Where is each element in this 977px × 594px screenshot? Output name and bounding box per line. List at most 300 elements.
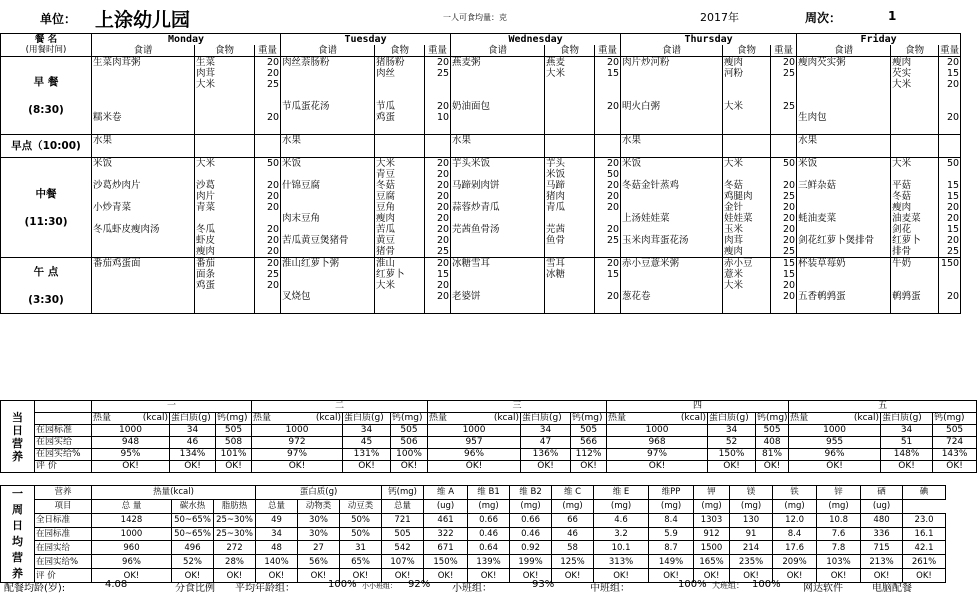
menu-cell-21-4-1: 鹌鹑蛋 — [891, 291, 939, 302]
menu-cell-5-3-1 — [723, 112, 771, 123]
weekly-val-0-11: 4.6 — [594, 513, 649, 527]
menu-cell-1-1-0 — [281, 68, 375, 79]
footer-bar — [0, 578, 950, 594]
menu-cell-14-1-2: 20 — [425, 213, 451, 224]
menu-cell-20-0-2: 20 — [255, 280, 281, 291]
menu-cell-0-2-1: 燕麦 — [545, 57, 595, 69]
weekly-val-4-9: OK! — [510, 569, 552, 583]
weekly-val-2-2: 272 — [214, 541, 256, 555]
menu-cell-11-0-1: 沙葛 — [195, 180, 255, 191]
daily-val-0-1-1: 34 — [343, 425, 391, 437]
menu-cell-1-2-0 — [451, 68, 545, 79]
weekly-val-0-0: 1428 — [92, 513, 172, 527]
menu-cell-2-3-0 — [621, 79, 723, 90]
menu-cell-5-0-0: 糯米卷 — [92, 112, 195, 123]
weekly-val-4-6: OK! — [382, 569, 424, 583]
menu-cell-0-3-0: 肉片炒河粉 — [621, 57, 723, 69]
menu-cell-8-1-0 — [281, 146, 375, 158]
menu-cell-12-3-2: 25 — [771, 191, 797, 202]
menu-cell-5-1-2: 10 — [425, 112, 451, 123]
weekly-val-1-15: 8.4 — [773, 527, 817, 541]
menu-cell-7-1-2 — [425, 135, 451, 147]
weekly-subhead-11: (mg) — [552, 499, 594, 513]
menu-cell-22-0-1 — [195, 302, 255, 314]
weekly-val-2-8: 0.64 — [468, 541, 510, 555]
weekly-val-2-1: 496 — [172, 541, 214, 555]
menu-cell-2-3-1 — [723, 79, 771, 90]
menu-cell-15-0-1: 冬瓜 — [195, 224, 255, 235]
menu-cell-12-0-2: 20 — [255, 191, 281, 202]
menu-cell-4-2-1 — [545, 101, 595, 112]
daily-val-2-0-2: 101% — [216, 449, 252, 461]
small-label: 小小班组： — [362, 582, 397, 590]
menu-cell-13-1-2: 20 — [425, 202, 451, 213]
menu-cell-9-0-2: 50 — [255, 158, 281, 170]
menu-cell-14-2-0 — [451, 213, 545, 224]
weekly-val-4-7: OK! — [424, 569, 468, 583]
menu-cell-12-2-1: 猪肉 — [545, 191, 595, 202]
daily-val-3-1-2: OK! — [391, 461, 428, 473]
weekly-val-4-2: OK! — [214, 569, 256, 583]
menu-cell-14-3-2: 20 — [771, 213, 797, 224]
menu-cell-8-4-0 — [797, 146, 891, 158]
daily-val-0-2-2: 505 — [571, 425, 607, 437]
weekly-val-2-17: 715 — [861, 541, 903, 555]
weekly-head-9: 维 B2 — [510, 486, 552, 500]
menu-cell-1-4-2: 15 — [939, 68, 961, 79]
menu-cell-18-3-2: 15 — [771, 258, 797, 270]
kcal-head: 热量 — [153, 487, 171, 498]
menu-cell-19-2-1: 冰糖 — [545, 269, 595, 280]
menu-cell-5-4-0: 生肉包 — [797, 112, 891, 123]
kcal-head: 热量 — [429, 413, 448, 423]
weekly-row-label-1: 在园标准 — [35, 527, 92, 541]
menu-cell-20-3-0 — [621, 280, 723, 291]
daily-blank — [35, 401, 92, 413]
daily-val-1-3-0: 968 — [607, 437, 708, 449]
mid-value: 100% — [678, 579, 707, 590]
kcal-unit: (kcal) — [853, 413, 880, 423]
menu-cell-15-0-0: 冬瓜虾皮瘦肉汤 — [92, 224, 195, 235]
menu-cell-18-3-1: 赤小豆 — [723, 258, 771, 270]
meal-label-snack-0: 早点（10:00) — [11, 140, 81, 152]
menu-cell-21-3-1 — [723, 291, 771, 302]
menu-cell-2-0-1: 大米 — [195, 79, 255, 90]
menu-cell-22-4-2 — [939, 302, 961, 314]
weekly-subhead-0: 项目 — [35, 499, 92, 513]
menu-cell-11-1-2: 20 — [425, 180, 451, 191]
menu-cell-12-3-1: 鸡腿肉 — [723, 191, 771, 202]
menu-cell-16-2-1: 鱼骨 — [545, 235, 595, 246]
menu-cell-15-1-2: 20 — [425, 224, 451, 235]
weekly-val-2-10: 58 — [552, 541, 594, 555]
menu-cell-3-2-2 — [595, 90, 621, 101]
daily-kcal-head-3 — [607, 413, 708, 425]
menu-cell-6-0-0 — [92, 123, 195, 135]
menu-cell-0-2-2: 20 — [595, 57, 621, 69]
weekly-val-1-2: 25~30% — [214, 527, 256, 541]
weekly-val-4-5: OK! — [340, 569, 382, 583]
menu-cell-7-0-2 — [255, 135, 281, 147]
menu-cell-2-1-1 — [375, 79, 425, 90]
menu-cell-16-3-0: 玉米肉茸蛋花汤 — [621, 235, 723, 246]
kcal-unit: (kcal) — [170, 487, 194, 498]
menu-cell-20-0-1: 鸡蛋 — [195, 280, 255, 291]
weekly-label-char: 一 — [12, 487, 23, 500]
weekly-head-16: 锌 — [817, 486, 861, 500]
menu-cell-20-4-2 — [939, 280, 961, 291]
menu-cell-6-3-1 — [723, 123, 771, 135]
daily-kcal-head-2 — [428, 413, 521, 425]
weekly-row-label-3: 在园实给% — [35, 555, 92, 569]
daily-val-0-0-1: 34 — [170, 425, 216, 437]
menu-cell-11-1-0: 什锦豆腐 — [281, 180, 375, 191]
menu-cell-18-4-2: 150 — [939, 258, 961, 270]
menu-cell-4-4-2 — [939, 101, 961, 112]
menu-cell-18-0-0: 番茄鸡蛋面 — [92, 258, 195, 270]
weekly-val-4-14: OK! — [730, 569, 773, 583]
weekly-val-0-18: 23.0 — [903, 513, 946, 527]
sub-col-3-0: 食谱 — [621, 45, 723, 57]
weekly-subhead-14: (mg) — [694, 499, 730, 513]
menu-cell-18-2-1: 雪耳 — [545, 258, 595, 270]
menu-cell-10-2-1: 米饭 — [545, 169, 595, 180]
daily-kcal-head-1 — [252, 413, 343, 425]
menu-cell-14-4-2: 20 — [939, 213, 961, 224]
weekly-subhead-18: (ug) — [861, 499, 903, 513]
daily-val-1-2-1: 47 — [521, 437, 571, 449]
week-number: 1 — [888, 9, 897, 23]
menu-cell-5-1-0 — [281, 112, 375, 123]
daily-val-0-4-1: 34 — [881, 425, 933, 437]
menu-cell-13-1-1: 豆角 — [375, 202, 425, 213]
menu-cell-19-1-2: 15 — [425, 269, 451, 280]
weekly-val-2-15: 17.6 — [773, 541, 817, 555]
menu-cell-18-2-0: 冰糖雪耳 — [451, 258, 545, 270]
menu-cell-17-4-0 — [797, 246, 891, 258]
menu-cell-7-3-0: 水果 — [621, 135, 723, 147]
menu-cell-10-4-1 — [891, 169, 939, 180]
weekly-val-0-10: 66 — [552, 513, 594, 527]
menu-cell-2-2-2 — [595, 79, 621, 90]
menu-cell-9-2-0: 芋头米饭 — [451, 158, 545, 170]
weekly-val-3-14: 235% — [730, 555, 773, 569]
meal-label-breakfast — [1, 57, 92, 135]
daily-val-1-1-1: 45 — [343, 437, 391, 449]
menu-cell-10-4-0 — [797, 169, 891, 180]
week-label: 周次： — [805, 11, 842, 25]
meal-label-afternoon — [1, 258, 92, 314]
menu-cell-8-0-0 — [92, 146, 195, 158]
menu-cell-3-3-2 — [771, 90, 797, 101]
menu-cell-3-1-0 — [281, 90, 375, 101]
sub-col-2-1: 食物 — [545, 45, 595, 57]
menu-cell-8-2-1 — [545, 146, 595, 158]
menu-cell-9-2-2: 20 — [595, 158, 621, 170]
daily-row-label-1: 在园实给 — [35, 437, 92, 449]
big-value: 100% — [752, 579, 781, 590]
weekly-val-2-3: 48 — [256, 541, 298, 555]
big-label: 大班组： — [712, 581, 744, 590]
menu-cell-11-2-0: 马蹄剁肉饼 — [451, 180, 545, 191]
menu-cell-5-2-2 — [595, 112, 621, 123]
daily-val-0-1-2: 505 — [391, 425, 428, 437]
menu-cell-4-3-2: 25 — [771, 101, 797, 112]
weekly-subhead-13: (mg) — [649, 499, 694, 513]
daily-val-1-0-1: 46 — [170, 437, 216, 449]
weekly-subhead-1: 总 量 — [92, 499, 172, 513]
menu-cell-20-1-2: 20 — [425, 280, 451, 291]
daily-val-0-3-2: 505 — [756, 425, 789, 437]
menu-cell-1-1-1: 肉丝 — [375, 68, 425, 79]
weekly-val-2-14: 214 — [730, 541, 773, 555]
menu-cell-6-4-1 — [891, 123, 939, 135]
menu-cell-10-0-1 — [195, 169, 255, 180]
weekly-val-2-18: 42.1 — [903, 541, 946, 555]
meal-label-afternoon-0: 午 点 — [33, 265, 59, 278]
daily-val-2-3-2: 81% — [756, 449, 789, 461]
menu-cell-13-1-0 — [281, 202, 375, 213]
weekly-row-label-4: 评 价 — [35, 569, 92, 583]
weekly-head-15: 铁 — [773, 486, 817, 500]
menu-cell-0-3-2: 20 — [771, 57, 797, 69]
kcal-unit: (kcal) — [142, 413, 168, 423]
menu-cell-13-3-1: 金针 — [723, 202, 771, 213]
computer-label: 电脑配餐 — [872, 583, 912, 594]
menu-cell-7-2-0: 水果 — [451, 135, 545, 147]
daily-val-3-4-0: OK! — [789, 461, 881, 473]
weekly-val-1-17: 336 — [861, 527, 903, 541]
menu-cell-13-4-0 — [797, 202, 891, 213]
daily-day-4: 五 — [789, 401, 977, 413]
weekly-val-2-9: 0.92 — [510, 541, 552, 555]
weekly-val-3-0: 96% — [92, 555, 172, 569]
menu-cell-6-2-2 — [595, 123, 621, 135]
menu-cell-16-3-2: 20 — [771, 235, 797, 246]
menu-cell-0-3-1: 瘦肉 — [723, 57, 771, 69]
mid-label: 中班组： — [590, 583, 630, 594]
menu-cell-16-2-2: 25 — [595, 235, 621, 246]
menu-cell-21-0-2 — [255, 291, 281, 302]
sub-col-0-2: 重量 — [255, 45, 281, 57]
weekly-val-1-12: 5.9 — [649, 527, 694, 541]
menu-cell-14-4-1: 油麦菜 — [891, 213, 939, 224]
menu-cell-6-1-1 — [375, 123, 425, 135]
menu-cell-22-0-2 — [255, 302, 281, 314]
avg-year: 100% — [328, 579, 357, 590]
weekly-val-2-5: 31 — [340, 541, 382, 555]
menu-cell-20-4-1 — [891, 280, 939, 291]
menu-cell-0-1-0: 肉丝萘肠粉 — [281, 57, 375, 69]
menu-cell-14-1-0: 肉末豆角 — [281, 213, 375, 224]
menu-cell-0-1-2: 20 — [425, 57, 451, 69]
weekly-val-3-2: 28% — [214, 555, 256, 569]
menu-cell-0-4-0: 瘦肉芡实粥 — [797, 57, 891, 69]
menu-cell-8-2-0 — [451, 146, 545, 158]
day-header-3: Thursday — [621, 34, 797, 46]
menu-cell-17-3-2: 25 — [771, 246, 797, 258]
menu-cell-11-2-2: 20 — [595, 180, 621, 191]
menu-cell-6-2-1 — [545, 123, 595, 135]
menu-cell-19-2-0 — [451, 269, 545, 280]
sub-col-4-2: 重量 — [940, 45, 960, 56]
daily-calcium-head-1: 钙(mg) — [391, 413, 428, 425]
menu-cell-12-1-0 — [281, 191, 375, 202]
menu-cell-15-1-0 — [281, 224, 375, 235]
small-value: 92% — [408, 579, 431, 590]
menu-cell-16-4-2: 20 — [939, 235, 961, 246]
menu-cell-13-2-2: 20 — [595, 202, 621, 213]
menu-cell-16-0-1: 虾皮 — [195, 235, 255, 246]
daily-item-header — [35, 413, 92, 425]
menu-cell-13-3-0 — [621, 202, 723, 213]
menu-cell-20-3-2: 20 — [771, 280, 797, 291]
menu-cell-18-4-0: 杯装草莓奶 — [797, 258, 891, 270]
menu-cell-6-0-2 — [255, 123, 281, 135]
weekly-val-1-3: 34 — [256, 527, 298, 541]
avg-age-label: 配餐均龄(岁): — [4, 583, 66, 594]
daily-val-2-4-2: 143% — [933, 449, 977, 461]
menu-cell-21-3-2: 20 — [771, 291, 797, 302]
menu-cell-5-1-1: 鸡蛋 — [375, 112, 425, 123]
menu-cell-19-3-2: 15 — [771, 269, 797, 280]
menu-cell-15-4-1: 剑花 — [891, 224, 939, 235]
menu-cell-13-2-1: 青瓜 — [545, 202, 595, 213]
menu-cell-10-0-2 — [255, 169, 281, 180]
weekly-val-1-10: 46 — [552, 527, 594, 541]
menu-cell-5-3-0 — [621, 112, 723, 123]
daily-label-char: 养 — [12, 449, 23, 463]
menu-cell-3-2-0 — [451, 90, 545, 101]
kcal-unit: (kcal) — [680, 413, 707, 423]
daily-val-2-1-2: 100% — [391, 449, 428, 461]
menu-cell-17-3-0 — [621, 246, 723, 258]
menu-cell-13-0-2: 20 — [255, 202, 281, 213]
menu-cell-4-1-0: 节瓜蛋花汤 — [281, 101, 375, 112]
weekly-val-4-13: OK! — [694, 569, 730, 583]
weekly-subhead-10: (mg) — [510, 499, 552, 513]
menu-cell-6-3-0 — [621, 123, 723, 135]
daily-val-3-2-1: OK! — [521, 461, 571, 473]
menu-cell-10-2-2: 50 — [595, 169, 621, 180]
menu-cell-22-1-0 — [281, 302, 375, 314]
menu-cell-9-0-0: 米饭 — [92, 158, 195, 170]
menu-cell-12-0-1: 肉片 — [195, 191, 255, 202]
daily-row-label-3: 评 价 — [35, 461, 92, 473]
sub-col-1-2: 重量 — [425, 45, 451, 57]
menu-cell-6-0-1 — [195, 123, 255, 135]
menu-cell-11-3-2: 20 — [771, 180, 797, 191]
weekly-subhead-5: 动物类 — [298, 499, 340, 513]
weekly-subhead-6: 动豆类 — [340, 499, 382, 513]
header-bar — [0, 0, 950, 33]
meal-label-lunch-0: 中餐 — [35, 187, 57, 200]
weekly-subhead-4: 总量 — [256, 499, 298, 513]
menu-cell-7-2-1 — [545, 135, 595, 147]
daily-val-0-2-0: 1000 — [428, 425, 521, 437]
menu-cell-22-0-0 — [92, 302, 195, 314]
daily-val-1-0-0: 948 — [92, 437, 170, 449]
weekly-row-label-2: 在园实给 — [35, 541, 92, 555]
weekly-val-1-14: 91 — [730, 527, 773, 541]
avg-age: 4.08 — [105, 579, 128, 590]
menu-cell-6-3-2 — [771, 123, 797, 135]
weekly-val-1-5: 50% — [340, 527, 382, 541]
weekly-head-nutrient: 营养 — [35, 486, 92, 500]
menu-cell-15-2-2: 20 — [595, 224, 621, 235]
menu-cell-1-3-2: 25 — [771, 68, 797, 79]
menu-cell-3-1-2 — [425, 90, 451, 101]
menu-cell-17-1-0 — [281, 246, 375, 258]
menu-cell-8-1-1 — [375, 146, 425, 158]
weekly-head-11: 维 E — [594, 486, 649, 500]
menu-cell-9-3-1: 大米 — [723, 158, 771, 170]
menu-table — [0, 33, 961, 314]
weekly-val-1-16: 7.6 — [817, 527, 861, 541]
menu-cell-5-3-2 — [771, 112, 797, 123]
menu-cell-3-2-1 — [545, 90, 595, 101]
menu-cell-14-2-2 — [595, 213, 621, 224]
weekly-val-0-1: 50~65% — [172, 513, 214, 527]
menu-cell-14-4-0: 蚝油麦菜 — [797, 213, 891, 224]
menu-cell-19-3-1: 薏米 — [723, 269, 771, 280]
weekly-val-3-17: 213% — [861, 555, 903, 569]
menu-cell-17-3-1: 瘦肉 — [723, 246, 771, 258]
kcal-unit: (kcal) — [315, 413, 342, 423]
kcal-head: 热量 — [253, 413, 272, 423]
daily-val-2-3-0: 97% — [607, 449, 708, 461]
weekly-val-0-16: 10.8 — [817, 513, 861, 527]
weekly-val-3-6: 107% — [382, 555, 424, 569]
menu-cell-1-3-1: 河粉 — [723, 68, 771, 79]
menu-cell-17-2-2 — [595, 246, 621, 258]
menu-cell-13-0-0: 小炒青菜 — [92, 202, 195, 213]
daily-val-1-4-1: 51 — [881, 437, 933, 449]
menu-cell-15-2-0: 芫茜鱼骨汤 — [451, 224, 545, 235]
daily-val-3-2-0: OK! — [428, 461, 521, 473]
weekly-val-0-3: 49 — [256, 513, 298, 527]
menu-cell-3-0-2 — [255, 90, 281, 101]
menu-cell-5-2-1 — [545, 112, 595, 123]
menu-cell-16-1-1: 黄豆 — [375, 235, 425, 246]
menu-cell-3-0-1 — [195, 90, 255, 101]
menu-cell-13-4-1: 瘦肉 — [891, 202, 939, 213]
weekly-subhead-16: (mg) — [773, 499, 817, 513]
unit-label: 单位： — [40, 12, 77, 26]
menu-cell-18-1-0: 淮山红萝卜粥 — [281, 258, 375, 270]
weekly-val-0-9: 0.66 — [510, 513, 552, 527]
menu-cell-15-2-1: 芫茜 — [545, 224, 595, 235]
menu-cell-16-1-2: 20 — [425, 235, 451, 246]
menu-cell-4-0-2 — [255, 101, 281, 112]
menu-cell-17-2-1 — [545, 246, 595, 258]
menu-cell-12-2-2: 20 — [595, 191, 621, 202]
weekly-label-char: 均 — [12, 535, 23, 548]
weekly-label-char: 营 — [12, 551, 23, 564]
daily-val-3-4-1: OK! — [881, 461, 933, 473]
menu-cell-20-1-1: 大米 — [375, 280, 425, 291]
daily-row-label-2: 在园实给% — [35, 449, 92, 461]
weekly-val-4-4: OK! — [298, 569, 340, 583]
menu-cell-14-2-1 — [545, 213, 595, 224]
menu-cell-9-4-0: 米饭 — [797, 158, 891, 170]
menu-cell-21-0-1 — [195, 291, 255, 302]
weekly-nutrition-label — [1, 486, 35, 583]
menu-cell-16-0-0 — [92, 235, 195, 246]
daily-val-1-0-2: 508 — [216, 437, 252, 449]
menu-cell-18-1-1: 淮山 — [375, 258, 425, 270]
weekly-val-0-14: 130 — [730, 513, 773, 527]
